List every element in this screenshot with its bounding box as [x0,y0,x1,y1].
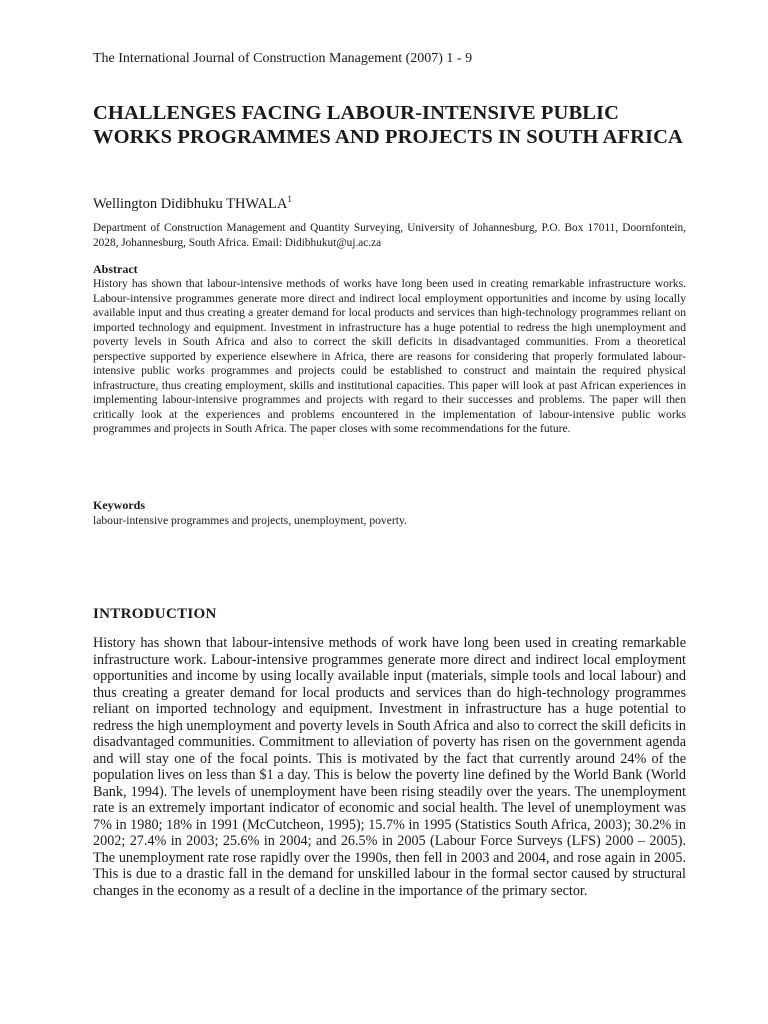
keywords-heading: Keywords [93,498,145,512]
author-name: Wellington Didibhuku THWALA [93,196,288,212]
author-footnote-marker: 1 [287,194,292,204]
author-affiliation: Department of Construction Management and Quantity Surveying, University of Johannesburg, P.O. Box 17011, Doornfontein, 2028, Johannesburg, South Africa. Email: Didibhukut@uj.ac.za [93,222,686,249]
keywords-text: labour-intensive programmes and projects, unemployment, poverty. [93,514,407,527]
abstract-heading: Abstract [93,262,138,276]
introduction-heading: INTRODUCTION [93,606,217,622]
introduction-text: History has shown that labour-intensive methods of work have long been used in creating remarkable infrastructure work. Labour-intensive programmes generate more direct and indirect local employment opportunities and income by using locally available input (materials, simple tools and local labour) and thus creating a greater demand for local products and services than do high-technology programmes reliant on imported technology and equipment. Investment in infrastructure has a huge potential to redress the high unemployment and poverty levels in South Africa and also to correct the skill deficits in disadvantaged communities. Commitment to alleviation of poverty has risen on the government agenda and will stay one of the focal points. This is motivated by the fact that currently around 24% of the population lives on less than $1 a day. This is below the poverty line defined by the World Bank (World Bank, 1994). The levels of unemployment have been rising steadily over the years. The unemployment rate is an extremely important indicator of economic and social health. The level of unemployment was 7% in 1980; 18% in 1991 (McCutcheon, 1995); 15.7% in 1995 (Statistics South Africa, 2003); 30.2% in 2002; 27.4% in 2003; 25.6% in 2004; and 26.5% in 2005 (Labour Force Surveys (LFS) 2000 – 2005). The unemployment rate rose rapidly over the 1990s, then fell in 2003 and 2004, and rose again in 2005. This is due to a drastic fall in the demand for unskilled labour in the formal sector caused by structural changes in the economy as a result of a decline in the importance of the primary sector. [93,635,686,899]
paper-title: CHALLENGES FACING LABOUR-INTENSIVE PUBLIC WORKS PROGRAMMES AND PROJECTS IN SOUTH AFRICA [93,102,683,148]
author-line [93,190,292,213]
abstract-text: History has shown that labour-intensive methods of works have long been used in creating remarkable infrastructure works. Labour-intensive programmes generate more direct and indirect local employment opportunities and income by using locally available input and thus creating a greater demand for local products and services than high-technology programmes reliant on imported technology and equipment. Investment in infrastructure has a huge potential to redress the high unemployment and poverty levels in South Africa and also to correct the skill deficits in disadvantaged communities. From a theoretical perspective supported by experience elsewhere in Africa, there are reasons for considering that properly formulated labour-intensive public works programmes and projects could be established to construct and maintain the required physical infrastructure, thus creating employment, skills and institutional capacities. This paper will look at past African experiences in implementing labour-intensive programmes and projects with regard to their successes and problems. The paper will then critically look at the experiences and problems encountered in the implementation of labour-intensive public works programmes and projects in South Africa. The paper closes with some recommendations for the future. [93,277,686,435]
journal-running-head: The International Journal of Construction Management (2007) 1 - 9 [93,51,473,66]
